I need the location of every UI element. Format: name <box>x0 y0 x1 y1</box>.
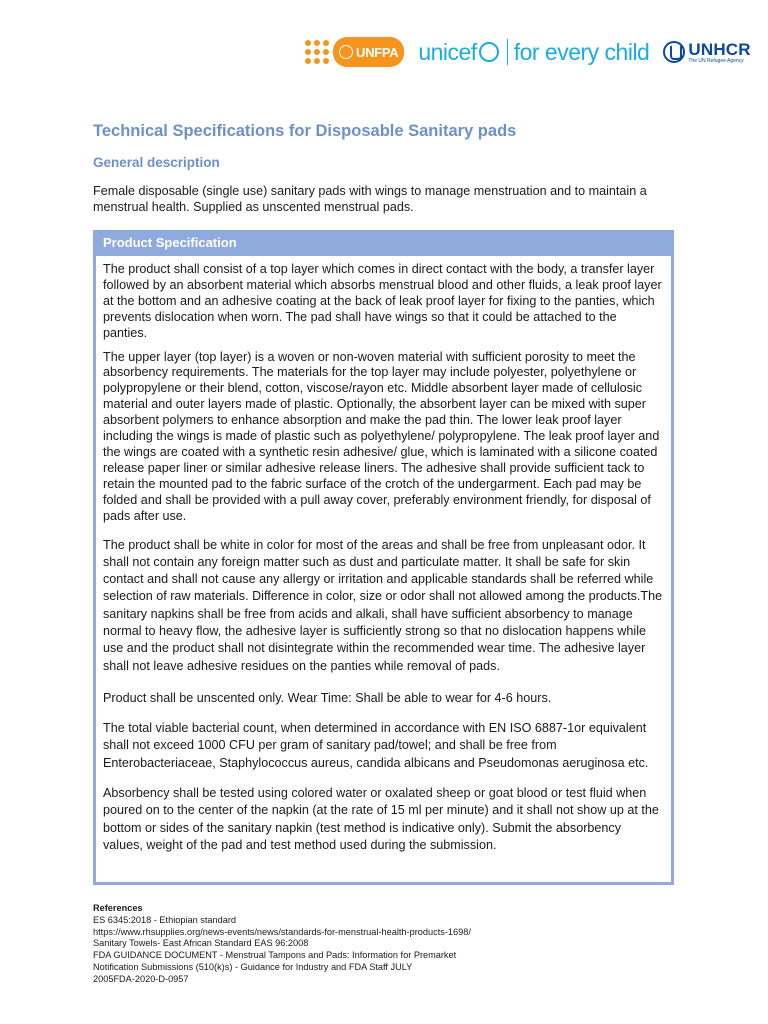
partner-logos <box>305 30 751 74</box>
unhcr-hands-icon <box>663 41 685 63</box>
unfpa-logo <box>305 37 404 67</box>
reference-link[interactable]: https://www.rhsupplies.org/news-events/news/standards-for-menstrual-health-products-1698/ <box>93 926 471 937</box>
spec-paragraph: The product shall be white in color for most of the areas and shall be free from unpleasant odor. It shall not contain any foreign matter such as dust and particulate matter. It shall be safe for skin contact and shall not cause any allergy or irritation and applicable standards shall be referred while selection of raw materials. Difference in color, size or odor shall not allowed among the products.The sanitary napkins shall be free from acids and alkali, shall have sufficient absorbency to manage normal to heavy flow, the adhesive layer is sufficiently strong so that no dislocation happens while use and the product shall not disintegrate within the recommended wear time. The adhesive layer shall not leave adhesive residues on the panties while removal of pads. <box>103 537 663 673</box>
unfpa-dots-icon <box>305 40 329 64</box>
reference-line: 2005FDA-2020-D-0957 <box>93 973 189 984</box>
spec-paragraph: The upper layer (top layer) is a woven or non-woven material with sufficient porosity to meet the absorbency requirements. The materials for the top layer may include polyester, polyethylene or polypropylene or their blend, cotton, viscose/rayon etc. Middle absorbent layer made of cellulosic material and outer layers made of plastic. Optionally, the absorbent layer can be mixed with super absorbent polymers to enhance absorption and make the pad thin. The lower leak proof layer including the wings is made of plastic such as polyethylene/ polypropylene. The leak proof layer and the wings are coated with a synthetic resin adhesive/ glue, which is laminated with a silicone coated release paper liner or similar adhesive release liners. The adhesive shall provide sufficient tack to retain the mounted pad to the fabric surface of the crotch of the undergarment. Each pad may be folded and shall be provided with a pull away cover, preferably environment friendly, for disposal of pads after use. <box>103 349 660 523</box>
reference-line: ES 6345:2018 - Ethiopian standard <box>93 914 237 925</box>
spec-paragraph: The total viable bacterial count, when determined in accordance with EN ISO 6887-1or equivalent shall not exceed 1000 CFU per gram of sanitary pad/towel; and shall be free from Enterobacteriaceae, Staphylococcus aureus, candida albicans and Pseudomonas aeruginosa etc. <box>103 721 649 770</box>
un-globe-icon <box>339 45 353 59</box>
spec-paragraph: Absorbency shall be tested using colored water or oxalated sheep or goat blood or test fluid when poured on to the center of the napkin (at the rate of 15 ml per minute) and it shall not show up at the bottom or sides of the sanitary napkin (test method is indicative only). Submit the absorbency values, weight of the pad and test method used during the submission. <box>103 786 659 852</box>
reference-line: Notification Submissions (510(k)s) - Guidance for Industry and FDA Staff JULY <box>93 961 413 972</box>
intro-paragraph: Female disposable (single use) sanitary pads with wings to manage menstruation and to maintain a menstrual health. Supplied as unscented menstrual pads. <box>93 184 647 214</box>
product-specification-header: Product Specification <box>103 235 237 250</box>
reference-line: FDA GUIDANCE DOCUMENT - Menstrual Tampons and Pads: Information for Premarket <box>93 950 457 961</box>
unhcr-wordmark: UNHCR <box>688 39 751 59</box>
product-specification-box <box>93 230 674 885</box>
page-title: Technical Specifications for Disposable Sanitary pads <box>93 122 517 140</box>
unicef-logo <box>418 39 649 66</box>
unhcr-logo <box>663 41 750 64</box>
logo-divider <box>507 39 508 65</box>
unfpa-wordmark: UNFPA <box>356 44 399 60</box>
general-description-heading: General description <box>93 155 220 170</box>
spec-paragraph: The product shall consist of a top layer which comes in direct contact with the body, a transfer layer followed by an absorbent material which absorbs menstrual blood and other fluids, a leak proof layer at the bottom and an adhesive coating at the back of leak proof layer for fixing to the panties, which prevents dislocation when worn. The pad shall have wings so that it could be attached to the panties. <box>103 262 662 340</box>
references-title: References <box>93 903 143 913</box>
unicef-wordmark: unicef <box>418 38 477 65</box>
reference-line: Sanitary Towels- East African Standard EAS 96:2008 <box>93 938 309 949</box>
unicef-globe-icon <box>479 42 499 62</box>
unhcr-tagline: The UN Refugee Agency <box>688 57 744 64</box>
product-specification-body <box>96 256 671 882</box>
unicef-tagline: for every child <box>513 38 650 65</box>
references-section <box>93 903 471 986</box>
spec-paragraph: Product shall be unscented only. Wear Time: Shall be able to wear for 4-6 hours. <box>103 690 552 705</box>
